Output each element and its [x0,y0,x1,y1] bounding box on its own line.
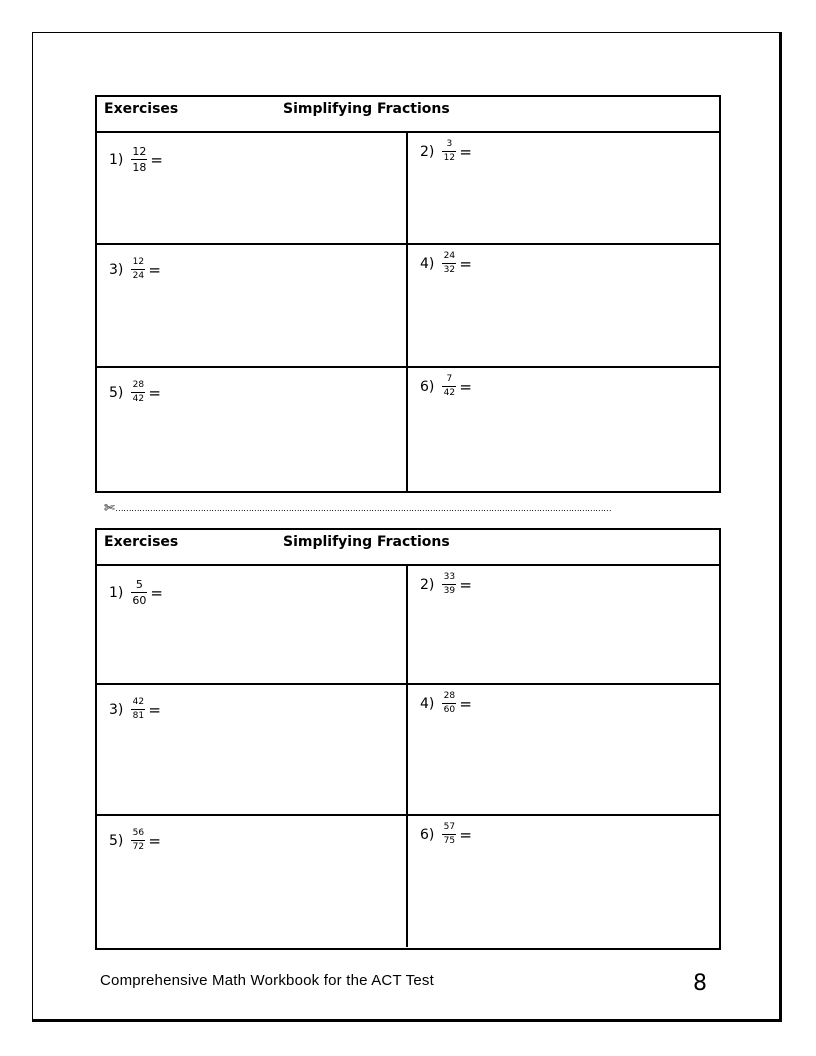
worksheet-top [95,95,721,493]
problem-cell: 4) $\frac{24}{32}$ = [408,245,719,368]
problem-cell: 5) $\frac{56}{72}$ = [97,816,408,947]
problem-cell: 4) $\frac{28}{60}$ = [408,685,719,816]
exercises-label: Exercises [104,101,179,117]
problem-cell: 6) $\frac{7}{42}$ = [420,374,472,398]
fraction: $\frac{33}{39}$ [443,572,456,596]
fraction: $\frac{28}{60}$ [443,691,456,715]
fraction: $\frac{12}{24}$ [132,257,145,281]
footer-book-title: Comprehensive Math Workbook for the ACT Test [100,972,434,989]
scissors-icon: ✄ [104,500,115,515]
worksheet-header [97,97,719,133]
fraction: $\frac{57}{75}$ [443,822,456,846]
problem-number: 6) [420,378,435,395]
problem-number: 2) [420,143,435,160]
problem-cell: 5) $\frac{28}{42}$ = [97,368,408,491]
fraction: $\frac{24}{32}$ [443,251,456,275]
worksheet-title: Simplifying Fractions [283,101,450,117]
problem-number: 4) [420,255,435,272]
problem-number: 2) [420,576,435,593]
exercises-label: Exercises [104,534,179,550]
problem-cell: 1) $\frac{12}{18}$ = [97,133,408,245]
fraction: $\frac{42}{81}$ [132,697,145,721]
problem-cell: 1) $\frac{5}{60}$ = [97,566,408,685]
problem-number: 1) [109,584,124,601]
problem-number: 5) [109,832,124,849]
fraction: $\frac{28}{42}$ [132,380,145,404]
cut-line [104,500,704,516]
fraction: $\frac{5}{60}$ [132,578,147,607]
dotted-line: …………………………………………………………………………………………………………………………………………………………………… [114,503,611,513]
problem-number: 4) [420,695,435,712]
fraction: $\frac{12}{18}$ [132,145,147,174]
page-number: 8 [693,971,707,996]
problem-cell: 3) $\frac{42}{81}$ = [97,685,408,816]
worksheet-bottom [95,528,721,950]
problem-number: 3) [109,261,124,278]
fraction: $\frac{56}{72}$ [132,828,145,852]
problem-number: 6) [420,826,435,843]
problem-cell: 6) $\frac{57}{75}$ = [420,822,472,846]
problem-cell: 2) $\frac{33}{39}$ = [408,566,719,685]
worksheet-title: Simplifying Fractions [283,534,450,550]
problem-cell: 3) $\frac{12}{24}$ = [97,245,408,368]
problem-cell: 2) $\frac{3}{12}$ = [408,133,719,245]
worksheet-header [97,530,719,566]
fraction: $\frac{3}{12}$ [443,139,456,163]
problem-number: 3) [109,701,124,718]
fraction: $\frac{7}{42}$ [443,374,456,398]
problem-number: 1) [109,151,124,168]
problem-number: 5) [109,384,124,401]
